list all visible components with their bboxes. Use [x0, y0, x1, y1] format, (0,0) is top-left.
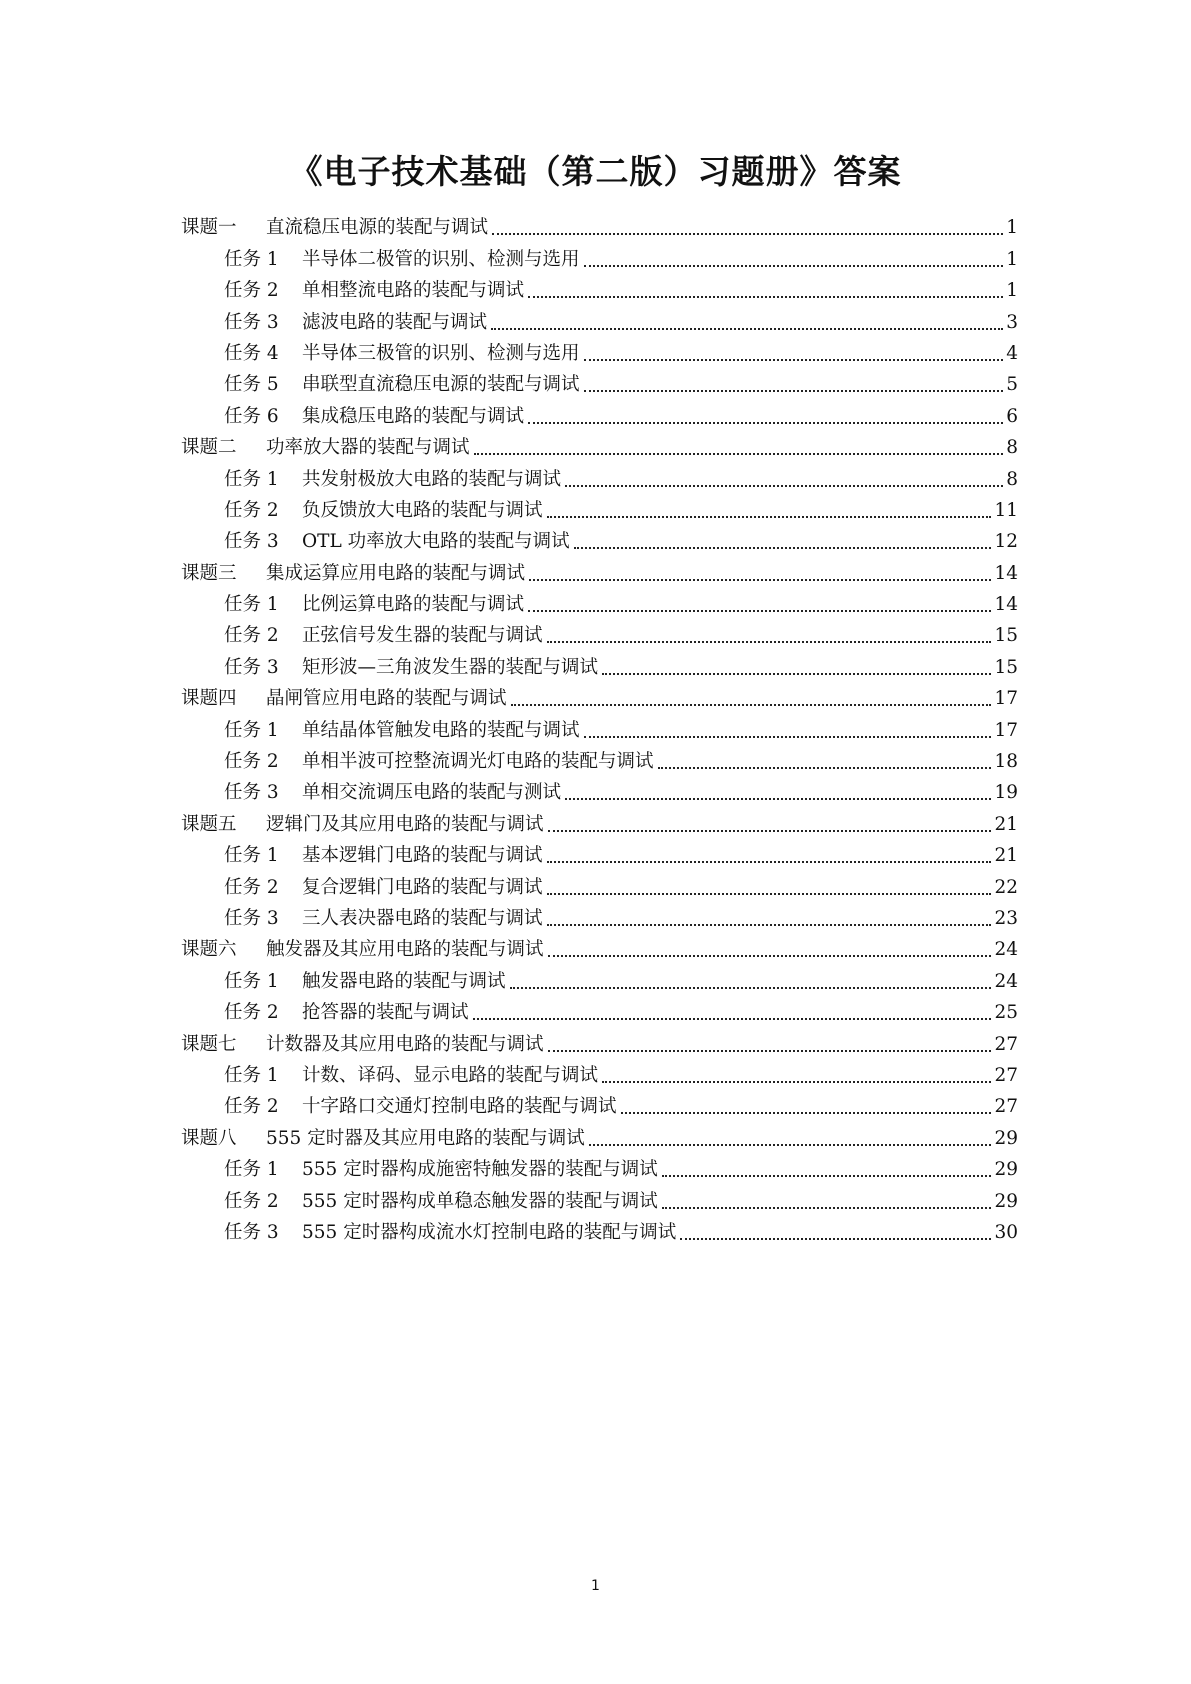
dot-leader — [602, 1081, 991, 1083]
dot-leader — [584, 390, 1004, 392]
toc-entry-title: 串联型直流稳压电源的装配与调试 — [302, 374, 580, 396]
toc-entry-page: 14 — [994, 594, 1018, 616]
dot-leader — [680, 1238, 991, 1240]
toc-entry-page: 21 — [994, 845, 1018, 867]
toc-entry-title: 触发器电路的装配与调试 — [302, 970, 506, 992]
toc-entry-title: 功率放大器的装配与调试 — [266, 437, 470, 459]
toc-task-entry[interactable] — [181, 524, 1018, 555]
dot-leader — [528, 610, 991, 612]
toc-entry-title: 半导体二极管的识别、检测与选用 — [302, 248, 580, 270]
toc-entry-number: 任务 2 — [224, 751, 279, 773]
toc-entry-number: 任务 2 — [224, 280, 279, 302]
toc-entry-title: 基本逻辑门电路的装配与调试 — [302, 845, 543, 867]
toc-entry-number: 任务 1 — [224, 1064, 279, 1086]
toc-entry-number: 任务 1 — [224, 970, 279, 992]
toc-entry-page: 27 — [994, 1096, 1018, 1118]
toc-entry-number: 任务 1 — [224, 1159, 279, 1181]
toc-task-entry[interactable] — [181, 1152, 1018, 1183]
toc-task-entry[interactable] — [181, 587, 1018, 618]
dot-leader — [565, 798, 991, 800]
dot-leader — [491, 328, 1003, 330]
toc-entry-title: 比例运算电路的装配与调试 — [302, 594, 525, 616]
toc-entry-page: 29 — [994, 1190, 1018, 1212]
toc-entry-page: 8 — [1006, 468, 1018, 490]
toc-entry-number: 任务 2 — [224, 1002, 279, 1024]
toc-entry-page: 1 — [1006, 217, 1018, 239]
toc-entry-page: 17 — [994, 719, 1018, 741]
dot-leader — [658, 767, 992, 769]
toc-task-entry[interactable] — [181, 336, 1018, 367]
dot-leader — [662, 1207, 992, 1209]
toc-entry-title: 滤波电路的装配与调试 — [302, 311, 488, 333]
toc-task-entry[interactable] — [181, 995, 1018, 1026]
toc-task-entry[interactable] — [181, 241, 1018, 272]
toc-entry-number: 任务 2 — [224, 876, 279, 898]
dot-leader — [584, 736, 992, 738]
dot-leader — [528, 422, 1003, 424]
toc-entry-number: 课题六 — [181, 939, 237, 961]
dot-leader — [662, 1175, 992, 1177]
toc-chapter-entry[interactable] — [181, 681, 1018, 712]
toc-entry-title: 555 定时器及其应用电路的装配与调试 — [266, 1127, 585, 1149]
toc-entry-page: 17 — [994, 688, 1018, 710]
toc-entry-page: 15 — [994, 656, 1018, 678]
toc-entry-title: 计数器及其应用电路的装配与调试 — [266, 1033, 544, 1055]
toc-entry-page: 11 — [994, 499, 1018, 521]
toc-entry-title: 三人表决器电路的装配与调试 — [302, 907, 543, 929]
toc-task-entry[interactable] — [181, 1058, 1018, 1089]
toc-entry-page: 27 — [994, 1064, 1018, 1086]
toc-chapter-entry[interactable] — [181, 430, 1018, 461]
toc-entry-page: 24 — [994, 970, 1018, 992]
toc-task-entry[interactable] — [181, 493, 1018, 524]
toc-task-entry[interactable] — [181, 1215, 1018, 1246]
toc-chapter-entry[interactable] — [181, 1026, 1018, 1057]
toc-task-entry[interactable] — [181, 273, 1018, 304]
toc-entry-number: 任务 3 — [224, 1221, 279, 1243]
toc-entry-number: 课题四 — [181, 688, 237, 710]
toc-entry-page: 27 — [994, 1033, 1018, 1055]
toc-task-entry[interactable] — [181, 901, 1018, 932]
toc-task-entry[interactable] — [181, 712, 1018, 743]
toc-entry-page: 29 — [994, 1159, 1018, 1181]
toc-entry-title: 共发射极放大电路的装配与调试 — [302, 468, 562, 490]
toc-entry-title: 单结晶体管触发电路的装配与调试 — [302, 719, 580, 741]
toc-task-entry[interactable] — [181, 744, 1018, 775]
toc-entry-title: 矩形波—三角波发生器的装配与调试 — [302, 656, 599, 678]
toc-chapter-entry[interactable] — [181, 210, 1018, 241]
toc-entry-number: 课题三 — [181, 562, 237, 584]
toc-entry-page: 22 — [994, 876, 1018, 898]
toc-entry-title: OTL 功率放大电路的装配与调试 — [302, 531, 570, 553]
dot-leader — [548, 1050, 992, 1052]
dot-leader — [529, 579, 991, 581]
toc-entry-title: 十字路口交通灯控制电路的装配与调试 — [302, 1096, 617, 1118]
toc-entry-page: 21 — [994, 813, 1018, 835]
toc-entry-number: 任务 3 — [224, 311, 279, 333]
toc-entry-title: 单相交流调压电路的装配与测试 — [302, 782, 562, 804]
toc-chapter-entry[interactable] — [181, 1120, 1018, 1151]
dot-leader — [574, 547, 992, 549]
toc-entry-page: 23 — [994, 907, 1018, 929]
dot-leader — [584, 359, 1004, 361]
dot-leader — [547, 893, 992, 895]
dot-leader — [547, 516, 992, 518]
toc-entry-number: 课题五 — [181, 813, 237, 835]
toc-entry-number: 任务 1 — [224, 845, 279, 867]
dot-leader — [584, 265, 1004, 267]
toc-entry-title: 单相整流电路的装配与调试 — [302, 280, 525, 302]
toc-entry-title: 正弦信号发生器的装配与调试 — [302, 625, 543, 647]
toc-entry-page: 12 — [994, 531, 1018, 553]
toc-task-entry[interactable] — [181, 1089, 1018, 1120]
toc-entry-page: 18 — [994, 751, 1018, 773]
toc-entry-number: 任务 6 — [224, 405, 279, 427]
toc-entry-page: 5 — [1006, 374, 1018, 396]
toc-entry-page: 30 — [994, 1221, 1018, 1243]
toc-entry-number: 课题七 — [181, 1033, 237, 1055]
dot-leader — [547, 641, 992, 643]
toc-entry-page: 3 — [1006, 311, 1018, 333]
toc-entry-title: 半导体三极管的识别、检测与选用 — [302, 342, 580, 364]
dot-leader — [511, 704, 992, 706]
toc-task-entry[interactable] — [181, 869, 1018, 900]
toc-task-entry[interactable] — [181, 1183, 1018, 1214]
toc-entry-page: 24 — [994, 939, 1018, 961]
toc-task-entry[interactable] — [181, 963, 1018, 994]
toc-entry-title: 555 定时器构成单稳态触发器的装配与调试 — [302, 1190, 658, 1212]
dot-leader — [565, 485, 1003, 487]
toc-entry-title: 集成稳压电路的装配与调试 — [302, 405, 525, 427]
dot-leader — [548, 830, 992, 832]
toc-task-entry[interactable] — [181, 367, 1018, 398]
dot-leader — [547, 924, 992, 926]
toc-chapter-entry[interactable] — [181, 555, 1018, 586]
toc-entry-title: 复合逻辑门电路的装配与调试 — [302, 876, 543, 898]
toc-entry-number: 任务 2 — [224, 1190, 279, 1212]
toc-chapter-entry[interactable] — [181, 806, 1018, 837]
toc-entry-title: 晶闸管应用电路的装配与调试 — [266, 688, 507, 710]
toc-entry-number: 任务 1 — [224, 719, 279, 741]
toc-task-entry[interactable] — [181, 649, 1018, 680]
toc-entry-number: 任务 3 — [224, 907, 279, 929]
toc-entry-title: 逻辑门及其应用电路的装配与调试 — [266, 813, 544, 835]
toc-task-entry[interactable] — [181, 838, 1018, 869]
toc-entry-title: 计数、译码、显示电路的装配与调试 — [302, 1064, 599, 1086]
toc-task-entry[interactable] — [181, 618, 1018, 649]
toc-entry-page: 15 — [994, 625, 1018, 647]
toc-entry-page: 19 — [994, 782, 1018, 804]
dot-leader — [492, 233, 1003, 235]
dot-leader — [474, 453, 1004, 455]
toc-entry-number: 课题二 — [181, 437, 237, 459]
toc-task-entry[interactable] — [181, 304, 1018, 335]
toc-entry-number: 任务 5 — [224, 374, 279, 396]
toc-entry-number: 课题一 — [181, 217, 237, 239]
dot-leader — [473, 1018, 992, 1020]
toc-entry-page: 1 — [1006, 280, 1018, 302]
dot-leader — [547, 861, 992, 863]
page-title: 《电子技术基础（第二版）习题册》答案 — [289, 152, 902, 191]
dot-leader — [602, 673, 991, 675]
toc-entry-page: 25 — [994, 1002, 1018, 1024]
toc-entry-number: 任务 1 — [224, 468, 279, 490]
toc-entry-number: 任务 1 — [224, 594, 279, 616]
toc-chapter-entry[interactable] — [181, 932, 1018, 963]
toc-entry-number: 任务 3 — [224, 782, 279, 804]
toc-entry-title: 555 定时器构成施密特触发器的装配与调试 — [302, 1159, 658, 1181]
toc-entry-title: 触发器及其应用电路的装配与调试 — [266, 939, 544, 961]
toc-entry-title: 555 定时器构成流水灯控制电路的装配与调试 — [302, 1221, 677, 1243]
toc-entry-title: 直流稳压电源的装配与调试 — [266, 217, 489, 239]
toc-entry-number: 任务 2 — [224, 1096, 279, 1118]
toc-entry-title: 负反馈放大电路的装配与调试 — [302, 499, 543, 521]
toc-entry-number: 任务 4 — [224, 342, 279, 364]
dot-leader — [510, 987, 992, 989]
toc-entry-page: 1 — [1006, 248, 1018, 270]
toc-entry-page: 8 — [1006, 437, 1018, 459]
toc-entry-number: 任务 1 — [224, 248, 279, 270]
toc-entry-page: 29 — [994, 1127, 1018, 1149]
toc-task-entry[interactable] — [181, 775, 1018, 806]
table-of-contents — [181, 210, 1018, 1246]
toc-entry-title: 单相半波可控整流调光灯电路的装配与调试 — [302, 751, 654, 773]
toc-task-entry[interactable] — [181, 461, 1018, 492]
toc-entry-page: 14 — [994, 562, 1018, 584]
toc-entry-number: 任务 3 — [224, 531, 279, 553]
dot-leader — [548, 955, 992, 957]
toc-task-entry[interactable] — [181, 398, 1018, 429]
dot-leader — [621, 1112, 992, 1114]
toc-entry-number: 任务 3 — [224, 656, 279, 678]
toc-entry-number: 任务 2 — [224, 625, 279, 647]
toc-entry-number: 课题八 — [181, 1127, 237, 1149]
toc-entry-number: 任务 2 — [224, 499, 279, 521]
toc-entry-page: 6 — [1006, 405, 1018, 427]
toc-entry-page: 4 — [1006, 342, 1018, 364]
dot-leader — [528, 296, 1003, 298]
toc-entry-title: 集成运算应用电路的装配与调试 — [266, 562, 526, 584]
page-number-footer: 1 — [591, 1578, 600, 1594]
toc-entry-title: 抢答器的装配与调试 — [302, 1002, 469, 1024]
dot-leader — [589, 1144, 992, 1146]
